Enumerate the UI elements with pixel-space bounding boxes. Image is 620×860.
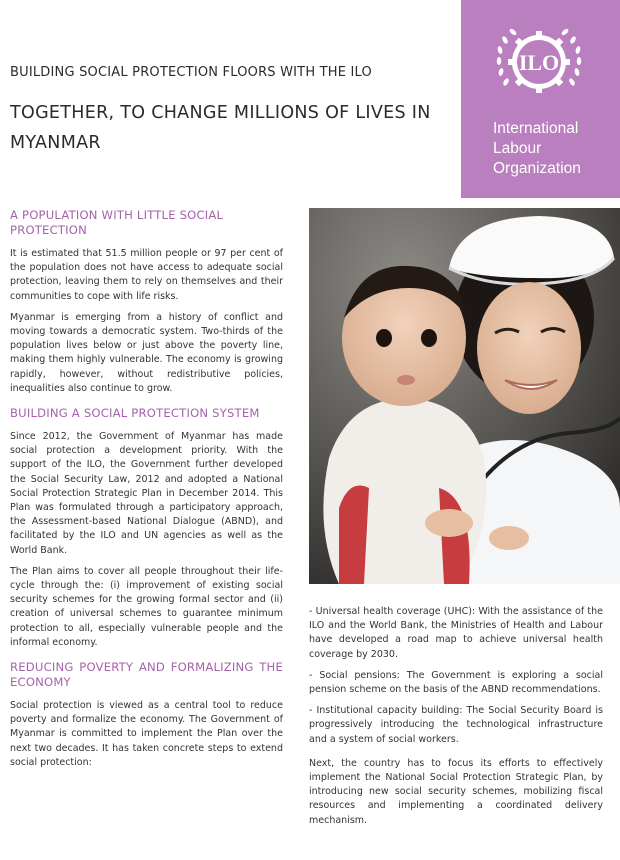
paragraph: The Plan aims to cover all people throughout their life-cycle through the: (i) improvement of existing social security schemes for the growing formal sector and (ii) creation of universal schemes to guarantee minimum protection to all, especially vulnerable people and the informal economy. (10, 565, 283, 648)
ilo-name-line-2: Labour (493, 140, 542, 157)
ilo-logo-panel (461, 0, 620, 198)
page-title (10, 98, 450, 158)
paragraph: - Social pensions: The Government is exploring a social pension scheme on the basis of the ABND recommendations. (309, 669, 603, 696)
nurse-with-child-photo (309, 208, 620, 584)
section-heading-population: A POPULATION WITH LITTLE SOCIAL PROTECTION (10, 208, 224, 237)
left-column (10, 208, 283, 777)
paragraph: It is estimated that 51.5 million people or 97 per cent of the population does not have access to adequate social protection, leaving them to rely on themselves and their communities to cope with life risks. (10, 248, 283, 302)
paragraph: Social protection is viewed as a central tool to reduce poverty and formalize the economy. The Government of Myanmar is committed to implement the Plan over the next two decades. It has taken concrete steps to extend social protection: (10, 700, 283, 768)
right-column (309, 605, 603, 835)
section-heading-building-system: BUILDING A SOCIAL PROTECTION SYSTEM (10, 406, 260, 421)
header (10, 64, 450, 158)
section-heading-reducing-poverty: REDUCING POVERTY AND FORMALIZING THE ECONOMY (10, 660, 283, 690)
ilo-name (493, 119, 581, 179)
paragraph: Since 2012, the Government of Myanmar has made social protection a development priority. With the support of the ILO, the Government further developed the Social Security Law, 2012 and adopted a National Social Protection Strategic Plan in December 2014. This Plan was formulated through a participatory approach, the Assessment-based National Dialogue (ABND), and facilitated by the ILO and UN agencies as well as the World Bank. (10, 431, 283, 556)
title-line-2: MYANMAR (10, 133, 101, 153)
ilo-emblem-icon (488, 22, 590, 102)
kicker: BUILDING SOCIAL PROTECTION FLOORS WITH THE ILO (10, 65, 372, 80)
title-line-1: TOGETHER, TO CHANGE MILLIONS OF LIVES IN (10, 103, 431, 123)
paragraph: - Institutional capacity building: The Social Security Board is progressively introducing the technological infrastructure and a system of social workers. (309, 705, 603, 745)
paragraph: Next, the country has to focus its efforts to effectively implement the National Social Protection Strategic Plan, by introducing new social security schemes, mobilizing fiscal resources and implementing a coordinated delivery mechanism. (309, 757, 603, 826)
photo-illustration (309, 208, 620, 584)
ilo-mark-text: ILO (518, 50, 560, 75)
ilo-name-line-1: International (493, 120, 579, 137)
ilo-name-line-3: Organization (493, 160, 581, 177)
paragraph: Myanmar is emerging from a history of conflict and moving towards a democratic system. Two-thirds of the population lives below or just above the poverty line, making them highly vulnerable. The economy is growing rapidly, however, without redistributive policies, inequalities also continue to grow. (10, 311, 283, 394)
paragraph: - Universal health coverage (UHC): With the assistance of the ILO and the World Bank, the Ministries of Health and Labour have developed a road map to achieve universal health coverage by 2030. (309, 606, 603, 660)
